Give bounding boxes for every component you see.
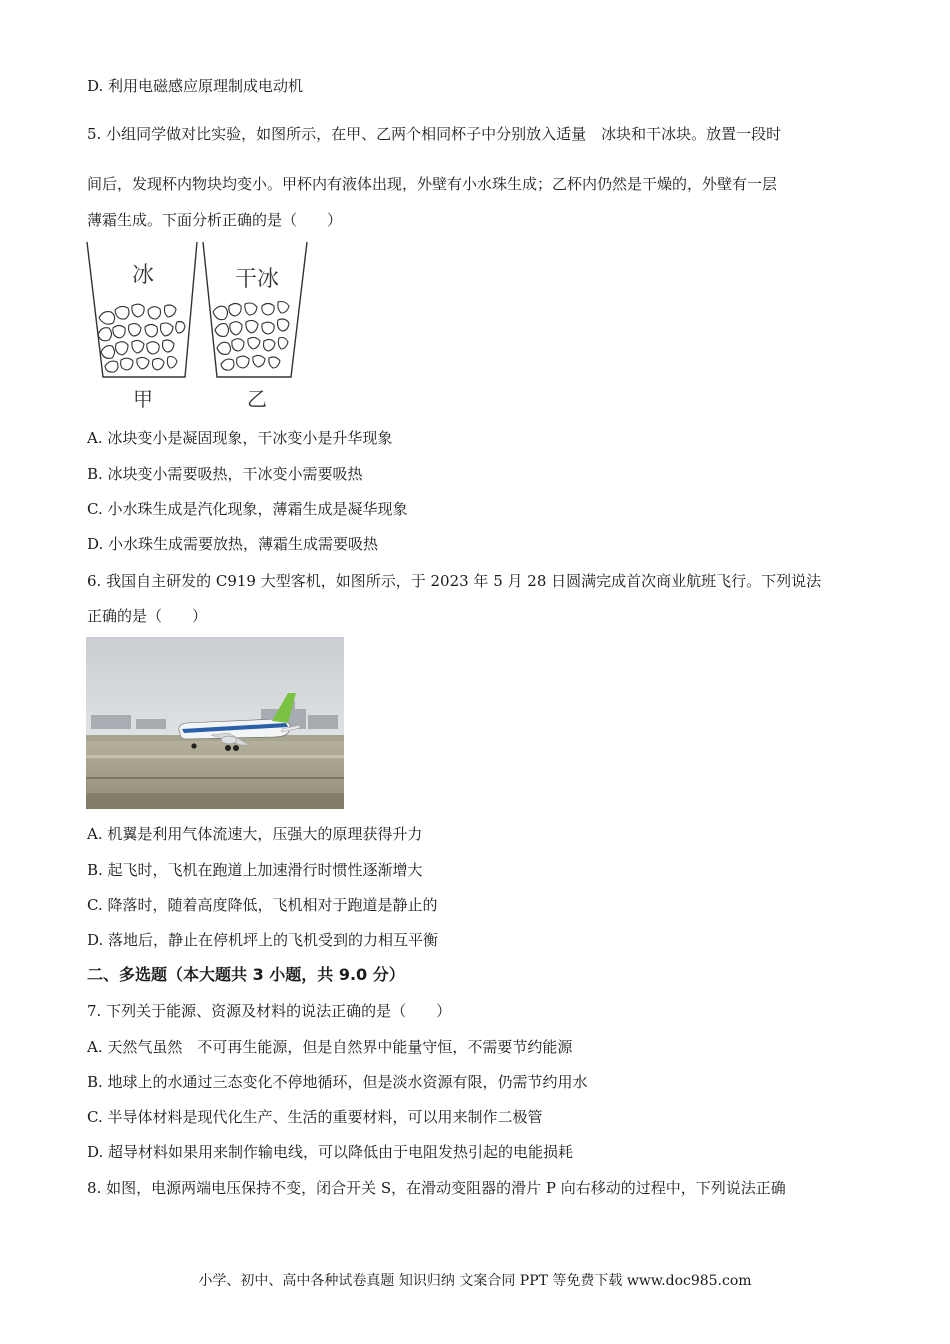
section-2-heading: 二、多选题（本大题共 3 小题，共 9.0 分） [87,965,405,984]
q6-option-d: D. 落地后，静止在停机坪上的飞机受到的力相互平衡 [87,931,439,949]
q5-option-c: C. 小水珠生成是汽化现象，薄霜生成是凝华现象 [87,500,408,518]
q6-option-c: C. 降落时，随着高度降低，飞机相对于跑道是静止的 [87,896,438,914]
q5-option-d: D. 小水珠生成需要放热，薄霜生成需要吸热 [87,535,379,553]
q6-option-a: A. 机翼是利用气体流速大，压强大的原理获得升力 [87,825,423,843]
label-dry-ice: 干冰 [234,267,280,292]
question-5-line3: 薄霜生成。下面分析正确的是（ ） [87,211,343,229]
label-ice: 冰 [131,263,155,288]
question-7: 7. 下列关于能源、资源及材料的说法正确的是（ ） [87,1002,452,1020]
question-5-line1: 5. 小组同学做对比实验，如图所示，在甲、乙两个相同杯子中分别放入适量 冰块和干冰块。放置一段时 [87,125,782,143]
option-d-q4: D. 利用电磁感应原理制成电动机 [87,77,304,95]
caption-jia: 甲 [133,387,153,411]
q6-option-b: B. 起飞时，飞机在跑道上加速滑行时惯性逐渐增大 [87,861,423,879]
c919-airplane-photo [86,637,344,809]
q5-option-b: B. 冰块变小需要吸热，干冰变小需要吸热 [87,465,363,483]
question-5-line2: 间后，发现杯内物块均变小。甲杯内有液体出现，外壁有小水珠生成；乙杯内仍然是干燥的，外壁有一层 [87,175,778,193]
ice-chunks [98,304,185,372]
dry-ice-chunks [213,302,289,371]
q5-option-a: A. 冰块变小是凝固现象，干冰变小是升华现象 [87,429,393,447]
question-8: 8. 如图，电源两端电压保持不变，闭合开关 S，在滑动变阻器的滑片 P 向右移动的过程中，下列说法正确 [87,1179,786,1197]
caption-yi: 乙 [247,387,267,411]
cups-figure [85,240,310,412]
question-6-line2: 正确的是（ ） [87,607,208,625]
q7-option-a: A. 天然气虽然 不可再生能源，但是自然界中能量守恒，不需要节约能源 [87,1038,573,1056]
q7-option-d: D. 超导材料如果用来制作输电线，可以降低由于电阻发热引起的电能损耗 [87,1143,574,1161]
question-6-line1: 6. 我国自主研发的 C919 大型客机，如图所示，于 2023 年 5 月 28 日圆满完成首次商业航班飞行。下列说法 [87,572,822,590]
q7-option-b: B. 地球上的水通过三态变化不停地循环，但是淡水资源有限，仍需节约用水 [87,1073,588,1091]
page-footer: 小学、初中、高中各种试卷真题 知识归纳 文案合同 PPT 等免费下载 www.doc985.com [198,1273,752,1289]
q7-option-c: C. 半导体材料是现代化生产、生活的重要材料，可以用来制作二极管 [87,1108,543,1126]
cup-yi [203,242,307,377]
